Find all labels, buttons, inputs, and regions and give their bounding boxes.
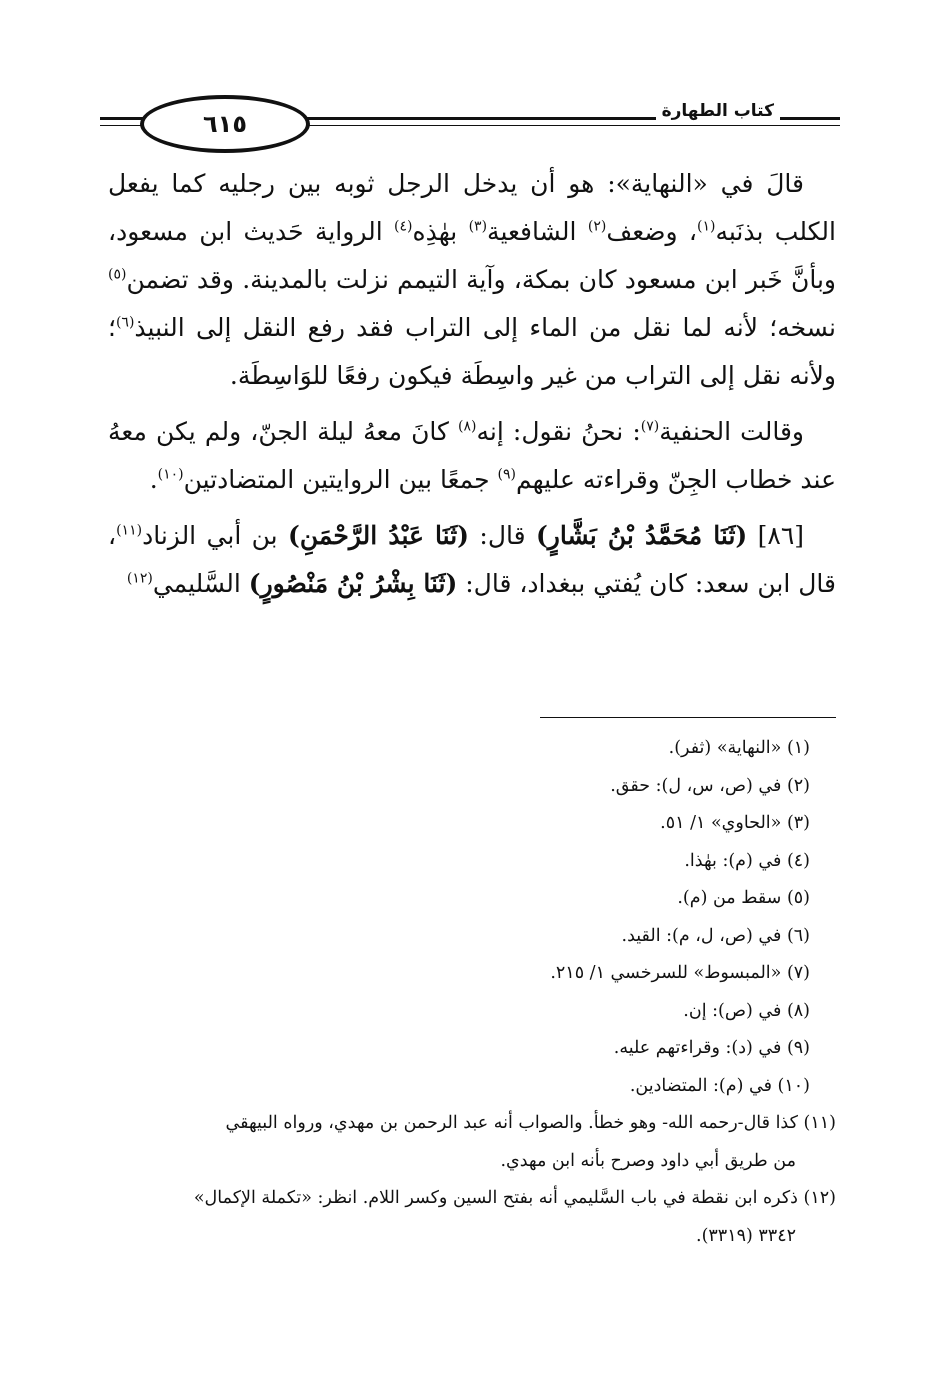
footnote-text: في (د): وقراءتهم عليه. (613, 1038, 782, 1058)
paragraph-2 (108, 408, 836, 504)
p3-text-2: قال: (469, 521, 536, 550)
footnote-number: (٣) (786, 813, 810, 833)
footnote-number: (٦) (786, 925, 810, 946)
p1-text-5: الرواية حَديث ابن مسعود، وبأنَّ خَبر ابن مسعود كان بمكة، وآية التيمم نزلت بالمدينة. وقد تضمن (108, 217, 836, 294)
footnote-text: «الحاوي» ١/ ٥١. (660, 813, 782, 833)
footnote-number: (١) (786, 738, 810, 758)
p1-text-1: قالَ في «النهاية»: هو أن يدخل الرجل ثوبه بين رجليه كما يفعل الكلب بذنَبه (108, 169, 836, 246)
footnote-4 (108, 843, 836, 881)
footnote-1 (108, 730, 836, 768)
footnote-9 (108, 1030, 836, 1068)
p1-text-3: الشافعية (487, 217, 588, 246)
footnote-10 (108, 1068, 836, 1106)
footnote-number: (٨) (786, 1000, 810, 1021)
footnote-7 (108, 955, 836, 993)
paragraph-1 (108, 160, 836, 400)
footnote-8 (108, 993, 836, 1031)
footnote-ref-7: (٧) (640, 418, 660, 435)
footnote-number: (٢) (786, 775, 810, 796)
p1-text-4: بهٰذِه (412, 217, 469, 246)
footnote-continuation: من طريق أبي داود وصرح بأنه ابن مهدي. (500, 1150, 796, 1171)
footnote-text: في (ص، س، ل): حقق. (610, 775, 782, 796)
footnote-text: في (ص): إن. (683, 1000, 782, 1021)
narrator-3: (ثَنَا بِشْرُ بْنُ مَنْصُورٍ) (248, 569, 458, 598)
footnote-5 (108, 880, 836, 918)
footnote-3 (108, 805, 836, 843)
footnote-ref-3: (٣) (468, 218, 488, 235)
main-text (108, 160, 836, 616)
footnote-ref-9: (٩) (497, 466, 516, 483)
p2-text-5: . (149, 465, 158, 494)
footnote-continuation: ٣٣٤٢ (٣٣١٩). (696, 1225, 796, 1246)
page-header (100, 95, 840, 157)
footnote-number: (١٢) (803, 1188, 836, 1208)
footnote-text: سقط من (م). (677, 888, 782, 908)
footnote-ref-6: (٦) (115, 314, 135, 331)
footnote-number: (١١) (803, 1113, 836, 1133)
footnote-6 (108, 918, 836, 956)
paragraph-3 (108, 512, 836, 608)
running-title: كتاب الطهارة (656, 101, 780, 121)
footnote-ref-12: (١٢) (126, 570, 153, 587)
p3-text-5: السَّليمي (152, 569, 249, 598)
footnote-ref-4: (٤) (394, 218, 413, 235)
footnote-ref-2: (٢) (587, 218, 607, 235)
footnote-number: (٧) (786, 963, 810, 983)
narrator-1: (ثَنَا مُحَمَّدُ بْنُ بَشَّارٍ) (535, 521, 748, 550)
footnote-ref-8: (٨) (458, 418, 477, 435)
p1-text-6: نسخه؛ لأنه لما نقل من الماء إلى التراب فقد رفع النقل إلى النبيذ (134, 313, 836, 342)
p3-text-3: بن أبي الزناد (142, 521, 289, 550)
footnote-number: (٥) (786, 888, 810, 908)
footnote-number: (٤) (786, 850, 810, 871)
footnote-12 (108, 1180, 836, 1255)
footnote-text: في (ص، ل، م): القيد. (621, 925, 782, 946)
footnote-ref-11: (١١) (116, 522, 143, 539)
narrator-2: (ثَنَا عَبْدُ الرَّحْمَنِ) (288, 521, 470, 550)
footnote-11 (108, 1105, 836, 1180)
p1-text-7: ؛ ولأنه نقل إلى التراب من غير واسِطَة فيكون رفعًا للوَاسِطَة. (108, 313, 836, 390)
p2-text-4: جمعًا بين الروايتين المتضادتين (183, 465, 498, 494)
footnote-text: «النهاية» (ثفر). (668, 738, 782, 758)
p2-text-3: كانَ معهُ ليلة الجنّ، ولم يكن معهُ عند خطاب الجِنّ وقراءته عليهم (108, 417, 836, 494)
footnote-text: ذكره ابن نقطة في باب السَّليمي أنه بفتح السين وكسر اللام. انظر: «تكملة الإكمال» (193, 1188, 798, 1208)
footnote-2 (108, 768, 836, 806)
footnote-divider (540, 717, 836, 718)
footnote-number: (٩) (786, 1038, 810, 1058)
hadith-number: [٨٦] (747, 521, 805, 550)
p2-text-1: وقالت الحنفية (659, 417, 804, 446)
p1-text-2: ، وضعف (606, 217, 697, 246)
footnote-number: (١٠) (777, 1075, 810, 1096)
p2-text-2: : نحنُ نقول: إنه (476, 417, 641, 446)
page-number-text: ٦١٥ (203, 110, 247, 138)
page-number (140, 95, 310, 153)
footnote-text: «المبسوط» للسرخسي ١/ ٢١٥. (550, 963, 782, 983)
footnotes (108, 730, 836, 1255)
footnote-text: كذا قال-رحمه الله- وهو خطأ. والصواب أنه عبد الرحمن بن مهدي، ورواه البيهقي (225, 1113, 798, 1133)
footnote-text: في (م): بهٰذا. (684, 850, 782, 871)
footnote-ref-10: (١٠) (157, 466, 184, 483)
footnote-ref-1: (١) (696, 218, 716, 235)
footnote-text: في (م): المتضادين. (629, 1075, 772, 1096)
p3-text-4: ، قال ابن سعد: كان يُفتي ببغداد، قال: (108, 521, 836, 598)
footnote-ref-5: (٥) (108, 266, 127, 283)
